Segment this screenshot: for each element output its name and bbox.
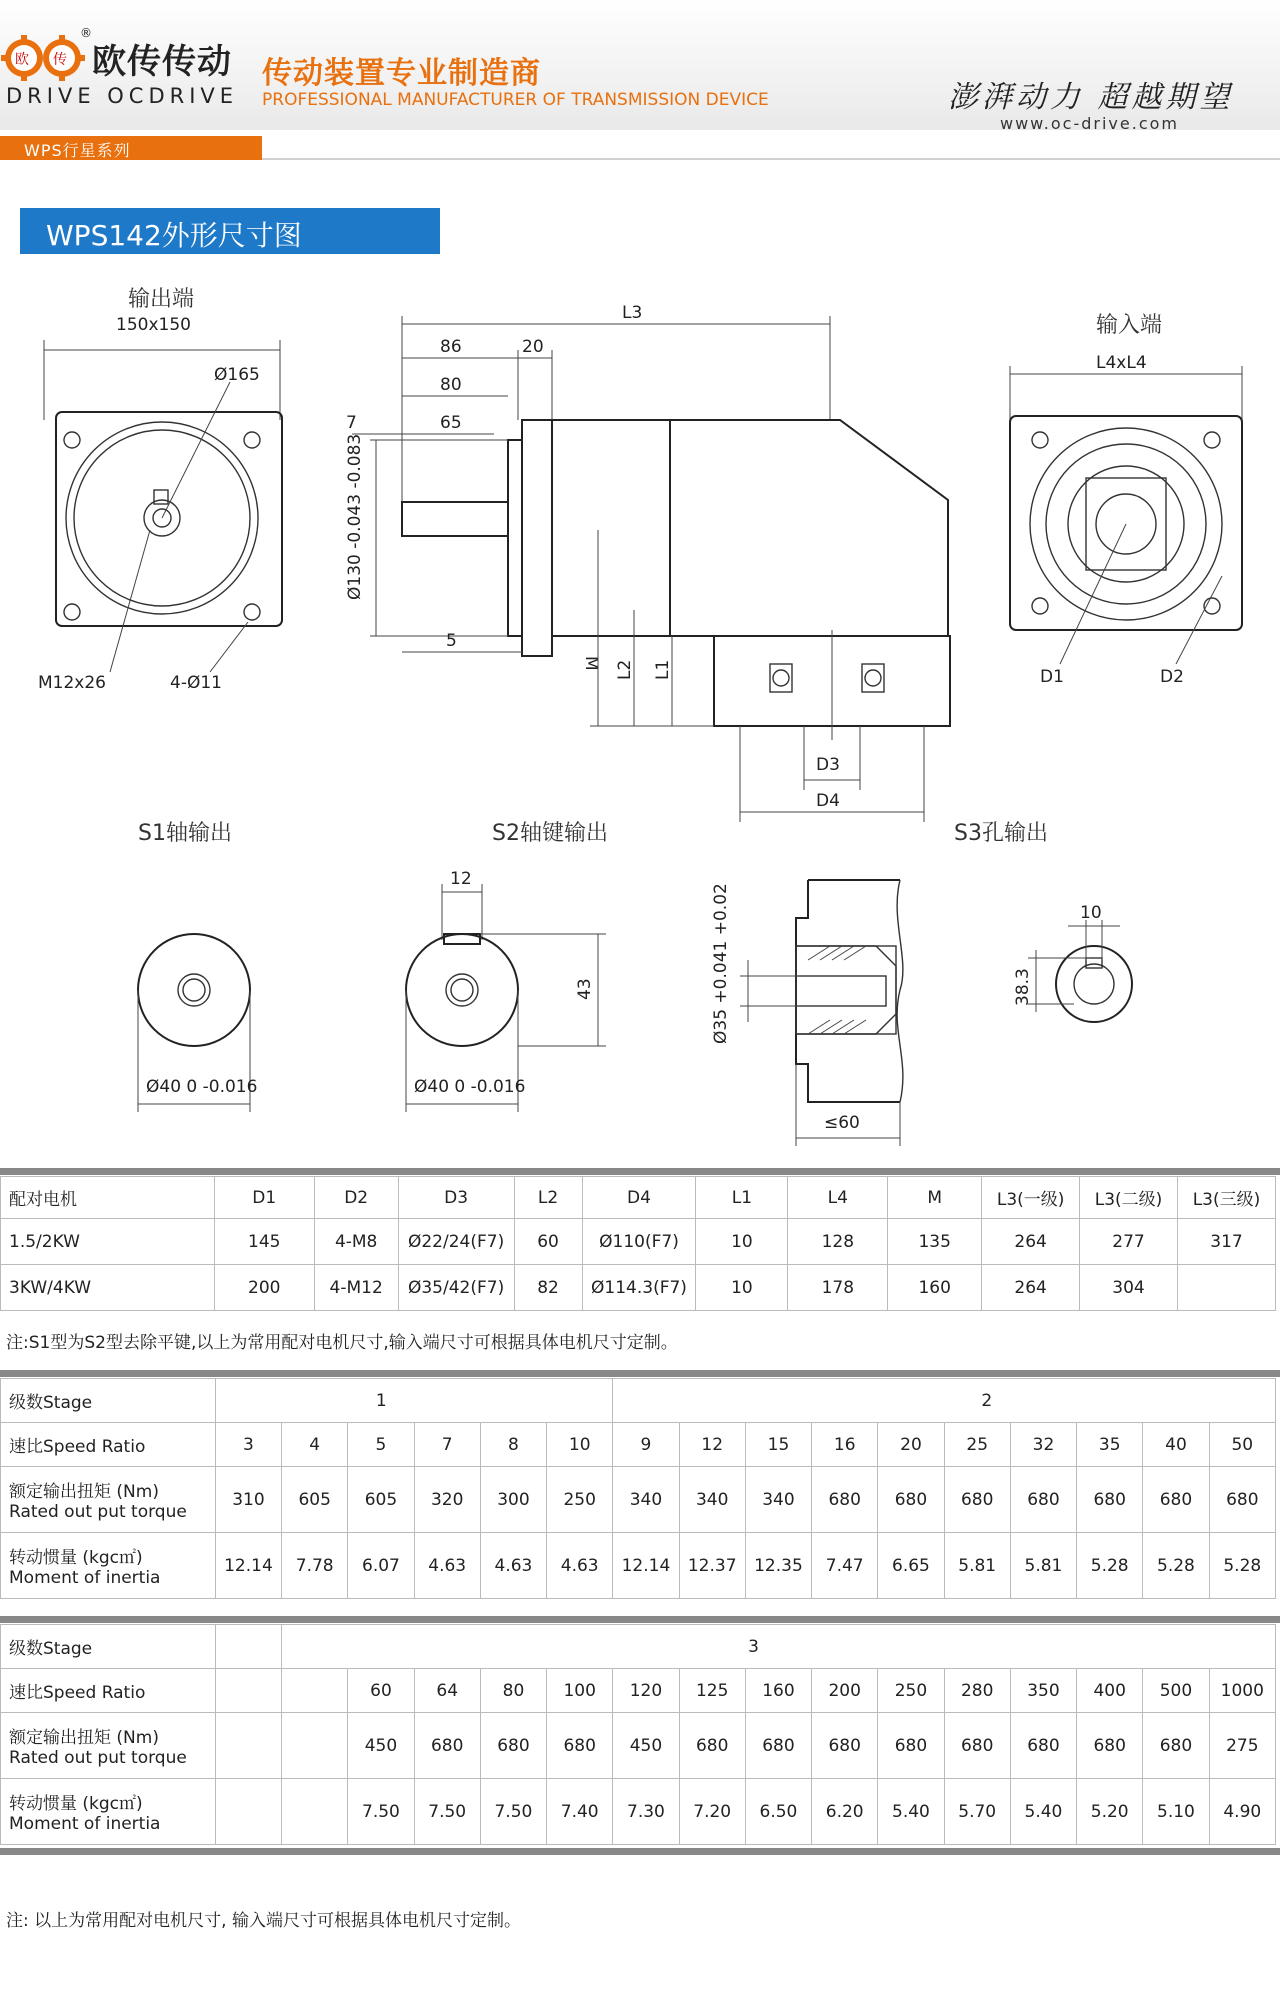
table-cell: 277 <box>1080 1219 1178 1265</box>
registered-mark: ® <box>80 26 92 40</box>
table-cell: 7.40 <box>547 1779 613 1845</box>
table-cell: Ø114.3(F7) <box>582 1265 696 1311</box>
stage-2-value: 2 <box>613 1379 1276 1423</box>
table-cell: 25 <box>944 1423 1010 1467</box>
s2-43-label: 43 <box>575 978 595 1000</box>
table-cell: 5.10 <box>1143 1779 1209 1845</box>
table-cell: 125 <box>679 1669 745 1713</box>
ratio-row <box>1 1423 1276 1467</box>
input-end-view <box>1010 313 1242 687</box>
inertia-label-cn: 转动惯量 (kgc㎡) <box>9 1548 143 1568</box>
table-cell <box>1177 1265 1275 1311</box>
table-cell: 680 <box>480 1713 546 1779</box>
table-cell: 680 <box>1010 1467 1076 1533</box>
table-cell: 680 <box>812 1713 878 1779</box>
s3-caption: S3孔输出 <box>954 821 1048 846</box>
table-cell: 12.14 <box>215 1533 281 1599</box>
website-link[interactable]: www.oc-drive.com <box>1000 114 1179 133</box>
table-cell: 64 <box>414 1669 480 1713</box>
brand-name-cn: 欧传传动 <box>92 42 232 82</box>
table-cell: 15 <box>745 1423 811 1467</box>
table-cell: 680 <box>547 1713 613 1779</box>
table-cell: 10 <box>696 1265 788 1311</box>
ratio-label: 速比Speed Ratio <box>1 1423 216 1467</box>
input-end-label: 输入端 <box>1096 313 1163 338</box>
page-title: WPS142外形尺寸图 <box>46 219 302 252</box>
table-cell: 275 <box>1209 1713 1275 1779</box>
table-cell: 12.14 <box>613 1533 679 1599</box>
torque-row <box>1 1467 1276 1533</box>
table-cell: 450 <box>613 1713 679 1779</box>
holes-label: 4-Ø11 <box>170 673 222 693</box>
table-cell: 145 <box>214 1219 314 1265</box>
table-cell: 4.63 <box>547 1533 613 1599</box>
s3-view <box>711 821 1132 1146</box>
table-cell: 6.65 <box>878 1533 944 1599</box>
m-label: M <box>581 656 601 671</box>
d2-label: D2 <box>1160 667 1184 687</box>
header-cell: D1 <box>214 1177 314 1219</box>
table-band <box>0 1168 1280 1175</box>
header-cell: L3(二级) <box>1080 1177 1178 1219</box>
logo-gear-icon <box>2 34 86 82</box>
table-cell: 680 <box>1209 1467 1275 1533</box>
inertia-row <box>1 1779 1276 1845</box>
table-cell: 5 <box>348 1423 414 1467</box>
header-cell: L2 <box>514 1177 582 1219</box>
table-cell: 7.78 <box>282 1533 348 1599</box>
table-cell: 350 <box>1010 1669 1076 1713</box>
note-1: 注:S1型为S2型去除平键,以上为常用配对电机尺寸,输入端尺寸可根据具体电机尺寸定制。 <box>6 1333 678 1353</box>
table-cell: 4 <box>282 1423 348 1467</box>
table-cell: 35 <box>1077 1423 1143 1467</box>
motor-dimension-table <box>0 1176 1276 1311</box>
torque-label <box>1 1467 216 1533</box>
table-cell: 32 <box>1010 1423 1076 1467</box>
table-cell: 5.40 <box>878 1779 944 1845</box>
tagline-en: PROFESSIONAL MANUFACTURER OF TRANSMISSION DEVICE <box>262 90 769 110</box>
table-band <box>0 1370 1280 1377</box>
inertia-label-en: Moment of inertia <box>9 1568 161 1588</box>
torque-row <box>1 1713 1276 1779</box>
note-2: 注: 以上为常用配对电机尺寸, 输入端尺寸可根据具体电机尺寸定制。 <box>6 1911 521 1931</box>
table-cell: 4-M8 <box>314 1219 398 1265</box>
table-cell: Ø35/42(F7) <box>398 1265 514 1311</box>
table-cell: 400 <box>1077 1669 1143 1713</box>
header-cell: D4 <box>582 1177 696 1219</box>
table-cell: 4.63 <box>480 1533 546 1599</box>
output-end-view <box>38 287 282 693</box>
inertia-label <box>1 1533 216 1599</box>
table-cell: 7.47 <box>812 1533 878 1599</box>
s2-caption: S2轴键输出 <box>492 821 608 846</box>
table-cell: 317 <box>1177 1219 1275 1265</box>
table-cell: 128 <box>788 1219 888 1265</box>
s1-view <box>138 821 257 1112</box>
s3-dia-label: Ø35 +0.041 +0.02 <box>711 883 731 1044</box>
table-cell: 1000 <box>1209 1669 1275 1713</box>
stage-table-1 <box>0 1378 1276 1599</box>
table-cell: Ø22/24(F7) <box>398 1219 514 1265</box>
side-view <box>345 303 950 822</box>
table-cell: 340 <box>679 1467 745 1533</box>
slogan: 澎湃动力 超越期望 <box>948 80 1234 115</box>
table-cell: 7.30 <box>613 1779 679 1845</box>
d4-label: D4 <box>816 791 840 811</box>
table-cell: 5.81 <box>1010 1533 1076 1599</box>
table-cell: 680 <box>878 1467 944 1533</box>
table-cell: 5.28 <box>1143 1533 1209 1599</box>
table-cell: 200 <box>812 1669 878 1713</box>
empty-cell <box>282 1669 348 1713</box>
table-cell: 10 <box>547 1423 613 1467</box>
table-cell: 12.37 <box>679 1533 745 1599</box>
table-cell: 605 <box>348 1467 414 1533</box>
table-cell: 40 <box>1143 1423 1209 1467</box>
d7-label: 7 <box>346 413 357 433</box>
s2-dia-label: Ø40 0 -0.016 <box>414 1077 526 1097</box>
empty-cell <box>215 1779 281 1845</box>
table-cell: 12 <box>679 1423 745 1467</box>
table-cell: 250 <box>547 1467 613 1533</box>
tagline-cn: 传动装置专业制造商 <box>262 56 541 91</box>
s3-10-label: 10 <box>1080 903 1102 923</box>
header-cell: 配对电机 <box>1 1177 215 1219</box>
torque-label-en: Rated out put torque <box>9 1748 187 1768</box>
table-cell: 4-M12 <box>314 1265 398 1311</box>
s1-dia-label: Ø40 0 -0.016 <box>146 1077 258 1097</box>
table-cell: Ø110(F7) <box>582 1219 696 1265</box>
table-cell: 9 <box>613 1423 679 1467</box>
header-cell: L1 <box>696 1177 788 1219</box>
stage-row <box>1 1625 1276 1669</box>
table-cell: 680 <box>1010 1713 1076 1779</box>
table-cell: 680 <box>1077 1467 1143 1533</box>
table-cell: 500 <box>1143 1669 1209 1713</box>
stage-table-2 <box>0 1624 1276 1845</box>
table-band <box>0 1616 1280 1623</box>
table-cell: 6.20 <box>812 1779 878 1845</box>
table-cell: 310 <box>215 1467 281 1533</box>
table-cell: 160 <box>888 1265 982 1311</box>
table-cell: 160 <box>745 1669 811 1713</box>
table-cell: 82 <box>514 1265 582 1311</box>
table-cell: 12.35 <box>745 1533 811 1599</box>
stage-3-value: 3 <box>282 1625 1276 1669</box>
svg-text:欧: 欧 <box>15 52 29 68</box>
table-cell: 680 <box>878 1713 944 1779</box>
header-cell: L4 <box>788 1177 888 1219</box>
torque-label-cn: 额定输出扭矩 (Nm) <box>9 1728 159 1748</box>
table-cell: 80 <box>480 1669 546 1713</box>
inertia-row <box>1 1533 1276 1599</box>
stage-label: 级数Stage <box>1 1379 216 1423</box>
table-cell: 680 <box>745 1713 811 1779</box>
table-cell: 680 <box>944 1467 1010 1533</box>
table-cell: 250 <box>878 1669 944 1713</box>
table-cell: 320 <box>414 1467 480 1533</box>
table-cell: 7.50 <box>480 1779 546 1845</box>
s2-view <box>406 821 608 1112</box>
table-cell: 7.20 <box>679 1779 745 1845</box>
table-cell: 100 <box>547 1669 613 1713</box>
table-cell: 7.50 <box>414 1779 480 1845</box>
table-cell: 4.90 <box>1209 1779 1275 1845</box>
table-cell: 5.40 <box>1010 1779 1076 1845</box>
table-cell: 340 <box>613 1467 679 1533</box>
table-cell: 5.28 <box>1209 1533 1275 1599</box>
header-cell: D2 <box>314 1177 398 1219</box>
brand-name-en: DRIVE OCDRIVE <box>6 84 239 108</box>
divider <box>262 158 1280 160</box>
svg-text:传: 传 <box>53 52 67 68</box>
table-cell: 5.20 <box>1077 1779 1143 1845</box>
table-cell: 7.50 <box>348 1779 414 1845</box>
table-cell: 16 <box>812 1423 878 1467</box>
table-cell: 304 <box>1080 1265 1178 1311</box>
table-cell: 178 <box>788 1265 888 1311</box>
l1-label: L1 <box>653 659 673 680</box>
header <box>0 0 1280 133</box>
torque-label <box>1 1713 216 1779</box>
s3-383-label: 38.3 <box>1013 968 1033 1006</box>
table-cell: 5.28 <box>1077 1533 1143 1599</box>
table-cell: 680 <box>1143 1713 1209 1779</box>
d65-label: 65 <box>440 413 462 433</box>
l4xl4-label: L4xL4 <box>1096 353 1147 373</box>
table-cell: 6.07 <box>348 1533 414 1599</box>
table-cell: 264 <box>982 1265 1080 1311</box>
header-cell: L3(三级) <box>1177 1177 1275 1219</box>
header-cell: M <box>888 1177 982 1219</box>
table-cell: 60 <box>514 1219 582 1265</box>
series-label: WPS行星系列 <box>24 141 131 160</box>
empty-cell <box>215 1625 281 1669</box>
inertia-label-cn: 转动惯量 (kgc㎡) <box>9 1794 143 1814</box>
stage-label: 级数Stage <box>1 1625 216 1669</box>
d20-label: 20 <box>522 337 544 357</box>
table-cell: 340 <box>745 1467 811 1533</box>
motor-table-header <box>1 1177 1276 1219</box>
s2-12-label: 12 <box>450 869 472 889</box>
table-cell: 50 <box>1209 1423 1275 1467</box>
table-cell: 60 <box>348 1669 414 1713</box>
inertia-label <box>1 1779 216 1845</box>
ratio-label: 速比Speed Ratio <box>1 1669 216 1713</box>
d3-label: D3 <box>816 755 840 775</box>
header-cell: D3 <box>398 1177 514 1219</box>
empty-cell <box>215 1713 281 1779</box>
d130-label: Ø130 -0.043 -0.083 <box>345 433 365 600</box>
table-cell: 300 <box>480 1467 546 1533</box>
table-row <box>1 1219 1276 1265</box>
table-cell: 7 <box>414 1423 480 1467</box>
d165-label: Ø165 <box>214 365 260 385</box>
table-cell: 4.63 <box>414 1533 480 1599</box>
table-cell: 5.70 <box>944 1779 1010 1845</box>
output-end-label: 输出端 <box>128 287 195 312</box>
empty-cell <box>282 1779 348 1845</box>
table-cell: 1.5/2KW <box>1 1219 215 1265</box>
m12-label: M12x26 <box>38 673 106 693</box>
d80-label: 80 <box>440 375 462 395</box>
table-cell: 680 <box>679 1713 745 1779</box>
table-cell: 3KW/4KW <box>1 1265 215 1311</box>
l2-label: L2 <box>615 659 635 680</box>
output-size-label: 150x150 <box>116 315 191 335</box>
table-cell: 20 <box>878 1423 944 1467</box>
table-cell: 10 <box>696 1219 788 1265</box>
table-cell: 680 <box>414 1713 480 1779</box>
table-cell: 680 <box>1143 1467 1209 1533</box>
table-cell: 450 <box>348 1713 414 1779</box>
empty-cell <box>282 1713 348 1779</box>
table-cell: 280 <box>944 1669 1010 1713</box>
table-cell: 200 <box>214 1265 314 1311</box>
table-cell: 680 <box>812 1467 878 1533</box>
table-cell: 5.81 <box>944 1533 1010 1599</box>
table-cell: 135 <box>888 1219 982 1265</box>
table-cell: 605 <box>282 1467 348 1533</box>
torque-label-en: Rated out put torque <box>9 1502 187 1522</box>
d1-label: D1 <box>1040 667 1064 687</box>
stage-row <box>1 1379 1276 1423</box>
l3-label: L3 <box>622 303 643 323</box>
table-cell: 3 <box>215 1423 281 1467</box>
technical-drawing <box>0 270 1280 1133</box>
table-cell: 680 <box>1077 1713 1143 1779</box>
empty-cell <box>215 1669 281 1713</box>
table-cell: 8 <box>480 1423 546 1467</box>
s1-caption: S1轴输出 <box>138 821 232 846</box>
table-band <box>0 1848 1280 1855</box>
s3-60-label: ≤60 <box>824 1113 860 1133</box>
ratio-row <box>1 1669 1276 1713</box>
table-cell: 120 <box>613 1669 679 1713</box>
table-cell: 264 <box>982 1219 1080 1265</box>
table-cell: 680 <box>944 1713 1010 1779</box>
table-row <box>1 1265 1276 1311</box>
torque-label-cn: 额定输出扭矩 (Nm) <box>9 1482 159 1502</box>
inertia-label-en: Moment of inertia <box>9 1814 161 1834</box>
header-cell: L3(一级) <box>982 1177 1080 1219</box>
table-cell: 6.50 <box>745 1779 811 1845</box>
d86-label: 86 <box>440 337 462 357</box>
d5-label: 5 <box>446 631 457 651</box>
stage-1-value: 1 <box>215 1379 613 1423</box>
